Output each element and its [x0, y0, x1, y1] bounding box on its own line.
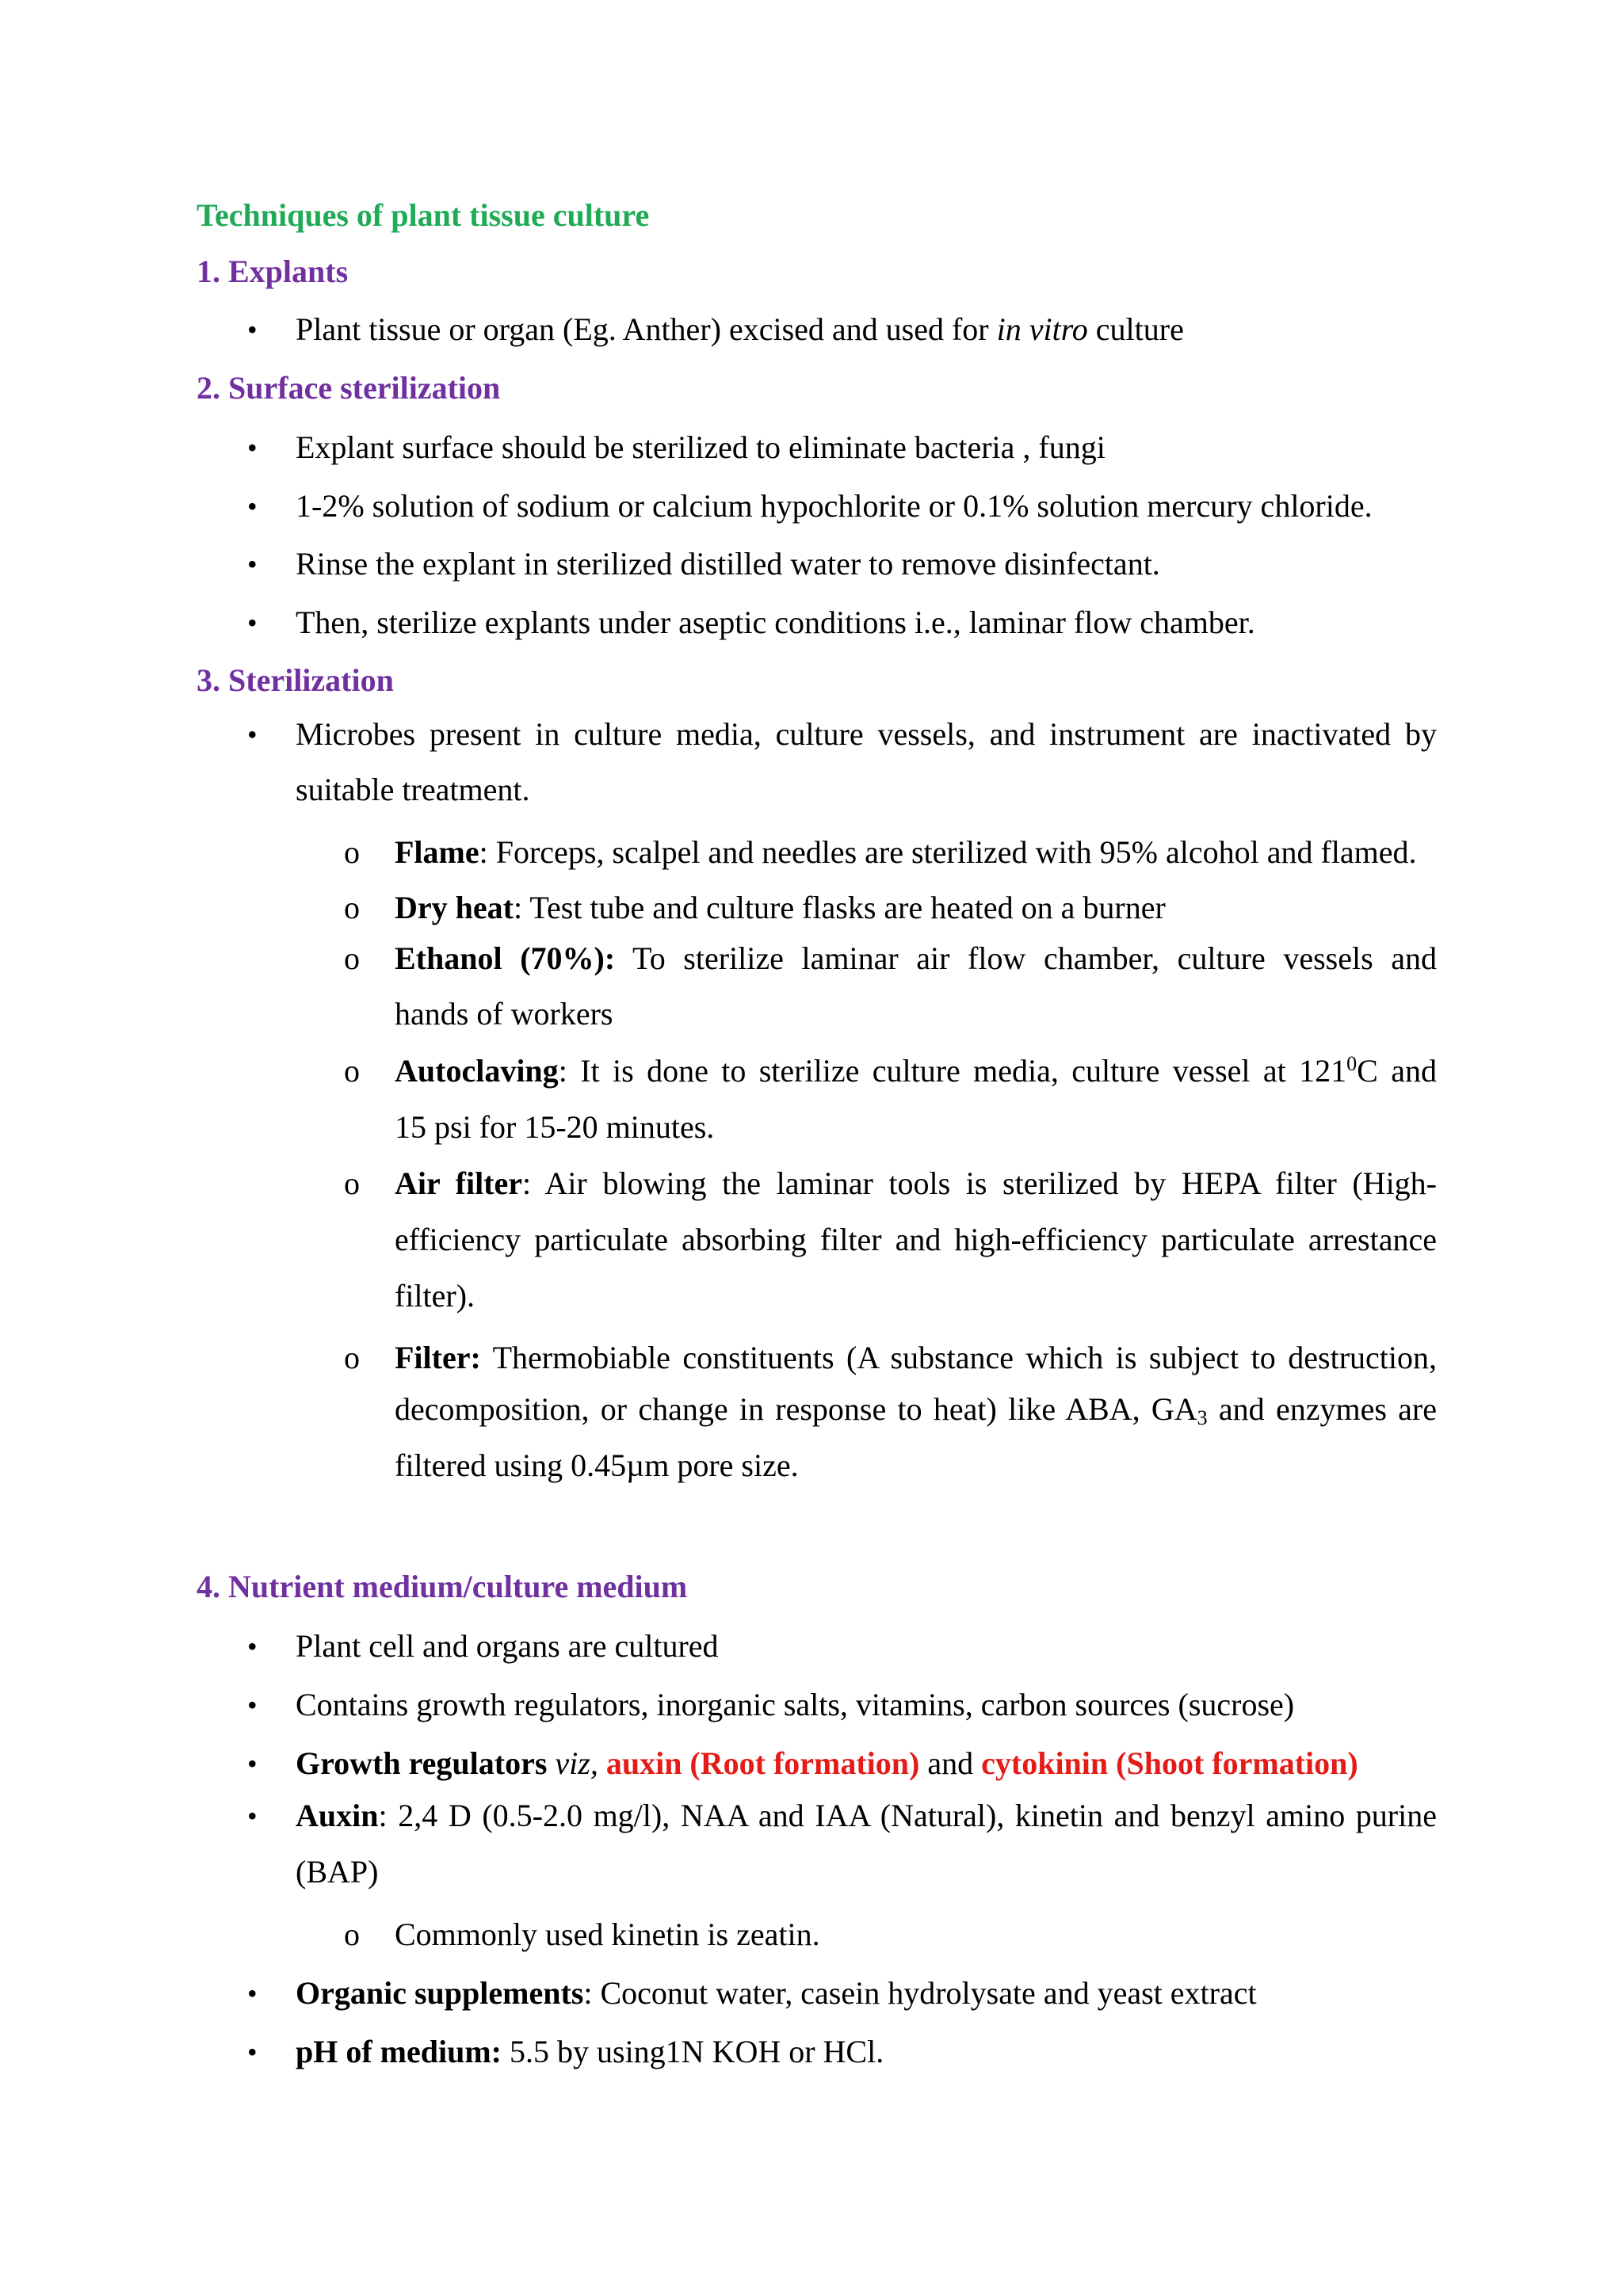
bullet-icon: •	[247, 432, 258, 463]
method-ethanol-line-1: Ethanol (70%): To sterilize laminar air flow chamber, culture vessels and	[395, 940, 1437, 976]
bullet-icon: •	[247, 1978, 258, 2009]
document-title: Techniques of plant tissue culture	[197, 197, 650, 233]
circle-bullet-icon: o	[344, 940, 360, 976]
heading-surface-sterilization: 2. Surface sterilization	[197, 370, 501, 406]
method-filter-line-1: Filter: Thermobiable constituents (A substance which is subject to destruction,	[395, 1340, 1437, 1375]
bullet-icon: •	[247, 314, 258, 345]
bullet-icon: •	[247, 1800, 258, 1832]
circle-bullet-icon: o	[344, 1340, 360, 1375]
method-dry-heat: Dry heat: Test tube and culture flasks are heated on a burner	[395, 890, 1166, 925]
bullet-icon: •	[247, 607, 258, 639]
bullet-icon: •	[247, 1748, 258, 1779]
sterilization-intro-line-2: suitable treatment.	[296, 772, 530, 807]
method-filter-line-2: decomposition, or change in response to heat) like ABA, $GA_3$ and enzymes are	[395, 1391, 1437, 1429]
auxin-bullet-line-2: (BAP)	[296, 1854, 379, 1890]
circle-bullet-icon: o	[344, 834, 360, 870]
medium-bullet-1: Plant cell and organs are cultured	[296, 1628, 719, 1664]
medium-bullet-2: Contains growth regulators, inorganic salts, vitamins, carbon sources (sucrose)	[296, 1687, 1295, 1722]
surface-bullet-2: 1-2% solution of sodium or calcium hypochlorite or 0.1% solution mercury chloride.	[296, 488, 1373, 524]
circle-bullet-icon: o	[344, 1917, 360, 1952]
bullet-icon: •	[247, 1630, 258, 1662]
method-air-filter-line-2: efficiency particulate absorbing filter and high-efficiency particulate arrestance	[395, 1222, 1437, 1257]
bullet-icon: •	[247, 548, 258, 580]
bullet-icon: •	[247, 490, 258, 522]
growth-regulators-bullet: Growth regulators viz, auxin (Root formation) and cytokinin (Shoot formation)	[296, 1745, 1358, 1781]
heading-explants: 1. Explants	[197, 254, 349, 289]
circle-bullet-icon: o	[344, 1165, 360, 1201]
explants-bullet: Plant tissue or organ (Eg. Anther) excised and used for in vitro culture	[296, 311, 1184, 347]
method-autoclaving-line-1: Autoclaving: It is done to sterilize culture media, culture vessel at $121^0C$ and	[395, 1052, 1437, 1089]
sterilization-intro-line-1: Microbes present in culture media, culture vessels, and instrument are inactivated by	[296, 716, 1437, 752]
method-filter-line-3: filtered using 0.45µm pore size.	[395, 1447, 799, 1483]
circle-bullet-icon: o	[344, 1053, 360, 1089]
cytokinin-highlight: cytokinin (Shoot formation)	[981, 1745, 1358, 1781]
method-air-filter-line-1: Air filter: Air blowing the laminar tools is sterilized by HEPA filter (High-	[395, 1165, 1438, 1201]
circle-bullet-icon: o	[344, 890, 360, 925]
heading-nutrient-medium: 4. Nutrient medium/culture medium	[197, 1569, 688, 1604]
bullet-icon: •	[247, 1689, 258, 1721]
method-ethanol-line-2: hands of workers	[395, 996, 613, 1032]
bullet-icon: •	[247, 2036, 258, 2068]
surface-bullet-1: Explant surface should be sterilized to eliminate bacteria , fungi	[296, 429, 1106, 465]
method-flame: Flame: Forceps, scalpel and needles are sterilized with 95% alcohol and flamed.	[395, 834, 1417, 870]
bullet-icon: •	[247, 719, 258, 750]
heading-sterilization: 3. Sterilization	[197, 662, 394, 698]
ph-bullet: pH of medium: 5.5 by using1N KOH or HCl.	[296, 2034, 884, 2069]
surface-bullet-3: Rinse the explant in sterilized distilled water to remove disinfectant.	[296, 546, 1160, 582]
auxin-highlight: auxin (Root formation)	[605, 1745, 920, 1781]
surface-bullet-4: Then, sterilize explants under aseptic conditions i.e., laminar flow chamber.	[296, 605, 1255, 640]
kinetin-note: Commonly used kinetin is zeatin.	[395, 1917, 820, 1952]
method-air-filter-line-3: filter).	[395, 1278, 475, 1314]
method-autoclaving-line-2: 15 psi for 15-20 minutes.	[395, 1109, 715, 1145]
organic-supplements-bullet: Organic supplements: Coconut water, casein hydrolysate and yeast extract	[296, 1975, 1257, 2011]
auxin-bullet-line-1: Auxin: 2,4 D (0.5-2.0 mg/l), NAA and IAA (Natural), kinetin and benzyl amino purine	[296, 1798, 1437, 1833]
